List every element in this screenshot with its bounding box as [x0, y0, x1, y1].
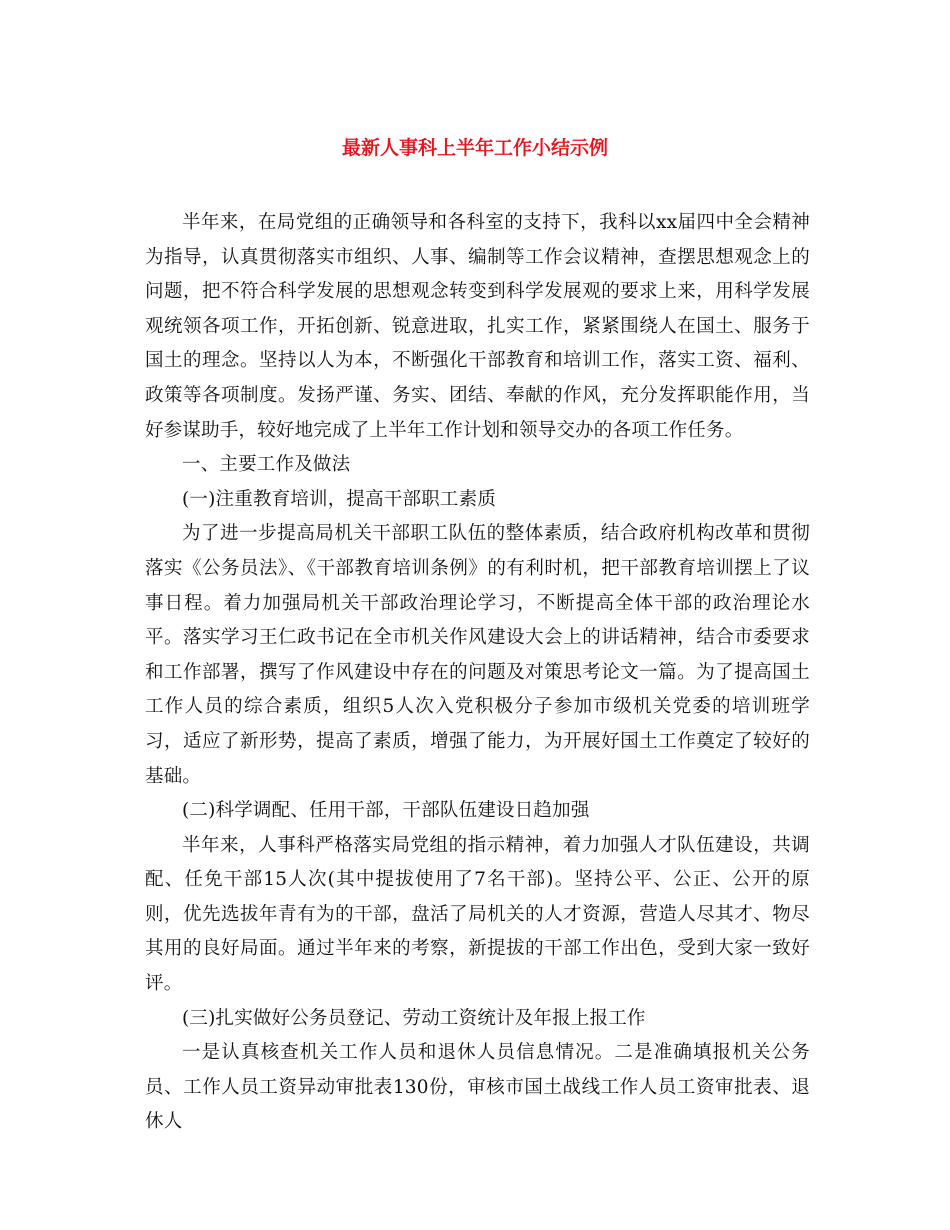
section-heading-main-work: 一、主要工作及做法 [182, 454, 351, 476]
subsection-heading-3: (三)扎实做好公务员登记、劳动工资统计及年报上报工作 [182, 1007, 646, 1029]
subsection-1-paragraph: 为了进一步提高局机关干部职工队伍的整体素质，结合政府机构改革和贯彻落实《公务员法》、《干部教育培训条例》的有利时机，把干部教育培训摆上了议事日程。着力加强局机关干部政治理论学习，不断提高全体干部的政治理论水平。落实学习王仁政书记在全市机关作风建设大会上的讲话精神，结合市委要求和工作部署，撰写了作风建设中存在的问题及对策思考论文一篇。为了提高国土工作人员的综合素质，组织5人次入党积极分子参加市级机关党委的培训班学习，适应了新形势，提高了素质，增强了能力，为开展好国土工作奠定了较好的基础。 [145, 523, 810, 787]
document-title: 最新人事科上半年工作小结示例 [341, 137, 608, 159]
intro-paragraph: 半年来，在局党组的正确领导和各科室的支持下，我科以xx届四中全会精神为指导，认真贯彻落实市组织、人事、编制等工作会议精神，查摆思想观念上的问题，把不符合科学发展的思想观念转变到科学发展观的要求上来，用科学发展观统领各项工作，开拓创新、锐意进取，扎实工作，紧紧围绕人在国土、服务于国土的理念。坚持以人为本，不断强化干部教育和培训工作，落实工资、福利、政策等各项制度。发扬严谨、务实、团结、奉献的作风，充分发挥职能作用，当好参谋助手，较好地完成了上半年工作计划和领导交办的各项工作任务。 [145, 212, 810, 441]
subsection-2-paragraph: 半年来，人事科严格落实局党组的指示精神，着力加强人才队伍建设，共调配、任免干部15人次(其中提拔使用了7名干部)。坚持公平、公正、公开的原则，优先选拔年青有为的干部，盘活了局机关的人才资源，营造人尽其才、物尽其用的良好局面。通过半年来的考察，新提拔的干部工作出色，受到大家一致好评。 [145, 834, 810, 995]
document-body [145, 206, 810, 1140]
subsection-heading-1: (一)注重教育培训，提高干部职工素质 [182, 488, 497, 510]
subsection-3-paragraph: 一是认真核查机关工作人员和退休人员信息情况。二是准确填报机关公务员、工作人员工资异动审批表130份，审核市国土战线工作人员工资审批表、退休人 [145, 1042, 810, 1133]
subsection-heading-2: (二)科学调配、任用干部，干部队伍建设日趋加强 [182, 800, 590, 822]
